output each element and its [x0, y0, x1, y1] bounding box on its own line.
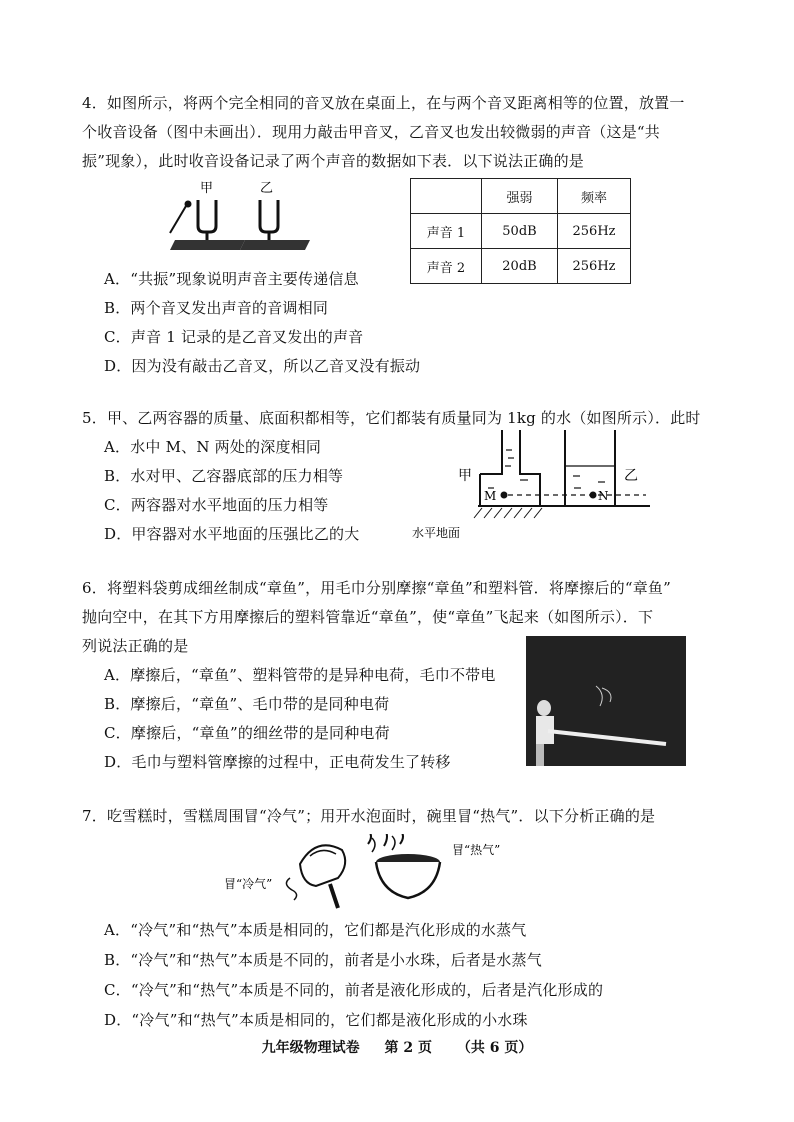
q6-option-d[interactable]: D．毛巾与塑料管摩擦的过程中，正电荷发生了转移 — [104, 753, 451, 771]
q6-option-b[interactable]: B．摩擦后，“章鱼”、毛巾带的是同种电荷 — [104, 695, 390, 713]
tuning-fork-figure — [160, 178, 330, 258]
q6-stem-line-2: 抛向空中，在其下方用摩擦后的塑料管靠近“章鱼”，使“章鱼”飞起来（如图所示）．下 — [82, 608, 654, 626]
q4-stem-line-2: 个收音设备（图中未画出）．现用力敲击甲音叉，乙音叉也发出较微弱的声音（这是“共 — [82, 123, 660, 141]
q6-stem-line-1: 6．将塑料袋剪成细丝制成“章鱼”，用毛巾分别摩擦“章鱼”和塑料管．将摩擦后的“章鱼” — [82, 579, 671, 597]
sound-data-table — [410, 178, 631, 284]
total-pages: （共 6 页） — [456, 1040, 533, 1056]
exam-title: 九年级物理试卷 — [261, 1040, 360, 1056]
cold-air-label: 冒“冷气” — [224, 877, 273, 891]
page-number: 第 2 页 — [384, 1040, 432, 1056]
page-footer — [0, 1037, 794, 1057]
q5-option-a[interactable]: A．水中 M、N 两处的深度相同 — [104, 438, 322, 456]
q4-option-a[interactable]: A．“共振”现象说明声音主要传递信息 — [104, 270, 359, 288]
q4-stem-line-1: 4．如图所示，将两个完全相同的音叉放在桌面上，在与两个音叉距离相等的位置，放置一 — [82, 94, 685, 112]
table-cell: 256Hz — [558, 249, 631, 284]
q7-option-a[interactable]: A．“冷气”和“热气”本质是相同的，它们都是汽化形成的水蒸气 — [104, 921, 527, 939]
table-row — [411, 214, 631, 249]
table-header-cell — [411, 179, 482, 214]
point-n-label: N — [598, 489, 609, 503]
q4-option-d[interactable]: D．因为没有敲击乙音叉，所以乙音叉没有振动 — [104, 357, 421, 375]
table-cell: 20dB — [482, 249, 558, 284]
q7-option-d[interactable]: D．“冷气”和“热气”本质是相同的，它们都是液化形成的小水珠 — [104, 1011, 528, 1029]
table-row — [411, 249, 631, 284]
q6-stem-line-3: 列说法正确的是 — [82, 637, 189, 655]
table-cell: 50dB — [482, 214, 558, 249]
q5-option-d[interactable]: D．甲容器对水平地面的压强比乙的大 — [104, 525, 360, 543]
q6-option-a[interactable]: A．摩擦后，“章鱼”、塑料管带的是异种电荷，毛巾不带电 — [104, 666, 496, 684]
q7-option-c[interactable]: C．“冷气”和“热气”本质是不同的，前者是液化形成的，后者是汽化形成的 — [104, 981, 604, 999]
table-header-cell: 强弱 — [482, 179, 558, 214]
q7-stem-line-1: 7．吃雪糕时，雪糕周围冒“冷气”；用开水泡面时，碗里冒“热气”．以下分析正确的是 — [82, 807, 656, 825]
table-cell: 声音 1 — [411, 214, 482, 249]
container-label-yi: 乙 — [624, 468, 638, 484]
steam-figure — [220, 834, 520, 914]
q5-option-b[interactable]: B．水对甲、乙容器底部的压力相等 — [104, 467, 344, 485]
q6-option-c[interactable]: C．摩擦后，“章鱼”的细丝带的是同种电荷 — [104, 724, 390, 742]
container-label-jia: 甲 — [458, 468, 472, 484]
q5-option-c[interactable]: C．两容器对水平地面的压力相等 — [104, 496, 329, 514]
ground-label: 水平地面 — [412, 526, 461, 540]
containers-figure — [410, 428, 650, 546]
fork-label-yi: 乙 — [260, 181, 274, 196]
q7-option-b[interactable]: B．“冷气”和“热气”本质是不同的，前者是小水珠，后者是水蒸气 — [104, 951, 542, 969]
octopus-photo — [526, 636, 686, 766]
table-cell: 256Hz — [558, 214, 631, 249]
hot-air-label: 冒“热气” — [452, 843, 501, 857]
table-header-cell: 频率 — [558, 179, 631, 214]
point-m-label: M — [484, 489, 497, 503]
q5-stem-line-1: 5．甲、乙两容器的质量、底面积都相等，它们都装有质量同为 1kg 的水（如图所示）．此时 — [82, 409, 701, 427]
table-cell: 声音 2 — [411, 249, 482, 284]
q4-option-b[interactable]: B．两个音叉发出声音的音调相同 — [104, 299, 329, 317]
q4-option-c[interactable]: C．声音 1 记录的是乙音叉发出的声音 — [104, 328, 364, 346]
fork-label-jia: 甲 — [200, 181, 214, 196]
q4-stem-line-3: 振”现象），此时收音设备记录了两个声音的数据如下表．以下说法正确的是 — [82, 152, 584, 170]
